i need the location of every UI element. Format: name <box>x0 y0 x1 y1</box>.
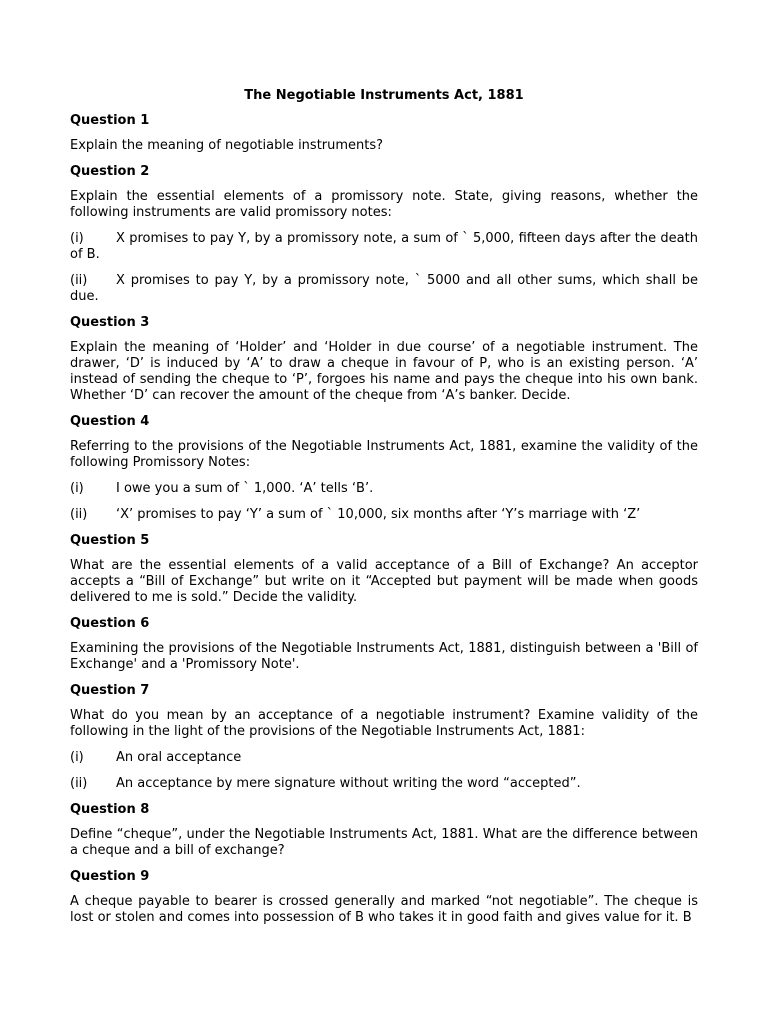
question-text: A cheque payable to bearer is crossed generally and marked “not negotiable”. The cheque is lost or stolen and comes into possession of B who takes it in good faith and gives value for it. B <box>70 894 698 925</box>
question-heading: Question 1 <box>70 113 150 128</box>
question-subitem <box>70 273 698 305</box>
question-text: What are the essential elements of a valid acceptance of a Bill of Exchange? An acceptor accepts a “Bill of Exchange” but write on it “Accepted but payment will be made when goods delivered to me is sold.” Decide the validity. <box>70 558 698 605</box>
subitem-number: (ii) <box>70 507 88 522</box>
question-subitem <box>70 231 698 263</box>
subitem-number: (i) <box>70 231 84 246</box>
question-text: Referring to the provisions of the Negotiable Instruments Act, 1881, examine the validity of the following Promissory Notes: <box>70 439 698 470</box>
question-text: Examining the provisions of the Negotiable Instruments Act, 1881, distinguish between a 'Bill of Exchange' and a 'Promissory Note'. <box>70 641 698 672</box>
question-text: Define “cheque”, under the Negotiable Instruments Act, 1881. What are the difference between a cheque and a bill of exchange? <box>70 827 698 858</box>
question-text: What do you mean by an acceptance of a negotiable instrument? Examine validity of the following in the light of the provisions of the Negotiable Instruments Act, 1881: <box>70 708 698 739</box>
question-subitem <box>70 750 698 766</box>
subitem-text: I owe you a sum of ` 1,000. ‘A’ tells ‘B’. <box>116 481 374 496</box>
question-heading: Question 2 <box>70 164 150 179</box>
question-heading: Question 9 <box>70 869 150 884</box>
document-content <box>70 113 698 936</box>
subitem-text: An oral acceptance <box>116 750 242 765</box>
subitem-text: X promises to pay Y, by a promissory note, ` 5000 and all other sums, which shall be due. <box>70 273 698 304</box>
subitem-number: (i) <box>70 481 84 496</box>
question-subitem <box>70 481 698 497</box>
question-text: Explain the meaning of ‘Holder’ and ‘Holder in due course’ of a negotiable instrument. The drawer, ‘D’ is induced by ‘A’ to draw a cheque in favour of P, who is an existing person. ‘A’ instead of sending the cheque to ‘P’, forgoes his name and pays the cheque into his own bank. Whether ‘D’ can recover the amount of the cheque from ‘A’s banker. Decide. <box>70 340 698 403</box>
question-text: Explain the meaning of negotiable instruments? <box>70 138 384 153</box>
question-heading: Question 8 <box>70 802 150 817</box>
document-title: The Negotiable Instruments Act, 1881 <box>244 88 524 103</box>
subitem-text: ‘X’ promises to pay ‘Y’ a sum of ` 10,000, six months after ‘Y’s marriage with ‘Z’ <box>116 507 641 522</box>
question-heading: Question 6 <box>70 616 150 631</box>
question-heading: Question 7 <box>70 683 150 698</box>
question-text: Explain the essential elements of a promissory note. State, giving reasons, whether the following instruments are valid promissory notes: <box>70 189 698 220</box>
question-subitem <box>70 507 698 523</box>
subitem-number: (ii) <box>70 273 88 288</box>
subitem-text: An acceptance by mere signature without writing the word “accepted”. <box>116 776 581 791</box>
question-subitem <box>70 776 698 792</box>
question-heading: Question 3 <box>70 315 150 330</box>
subitem-text: X promises to pay Y, by a promissory note, a sum of ` 5,000, fifteen days after the death of B. <box>70 231 698 262</box>
subitem-number: (ii) <box>70 776 88 791</box>
question-heading: Question 4 <box>70 414 150 429</box>
subitem-number: (i) <box>70 750 84 765</box>
question-heading: Question 5 <box>70 533 150 548</box>
